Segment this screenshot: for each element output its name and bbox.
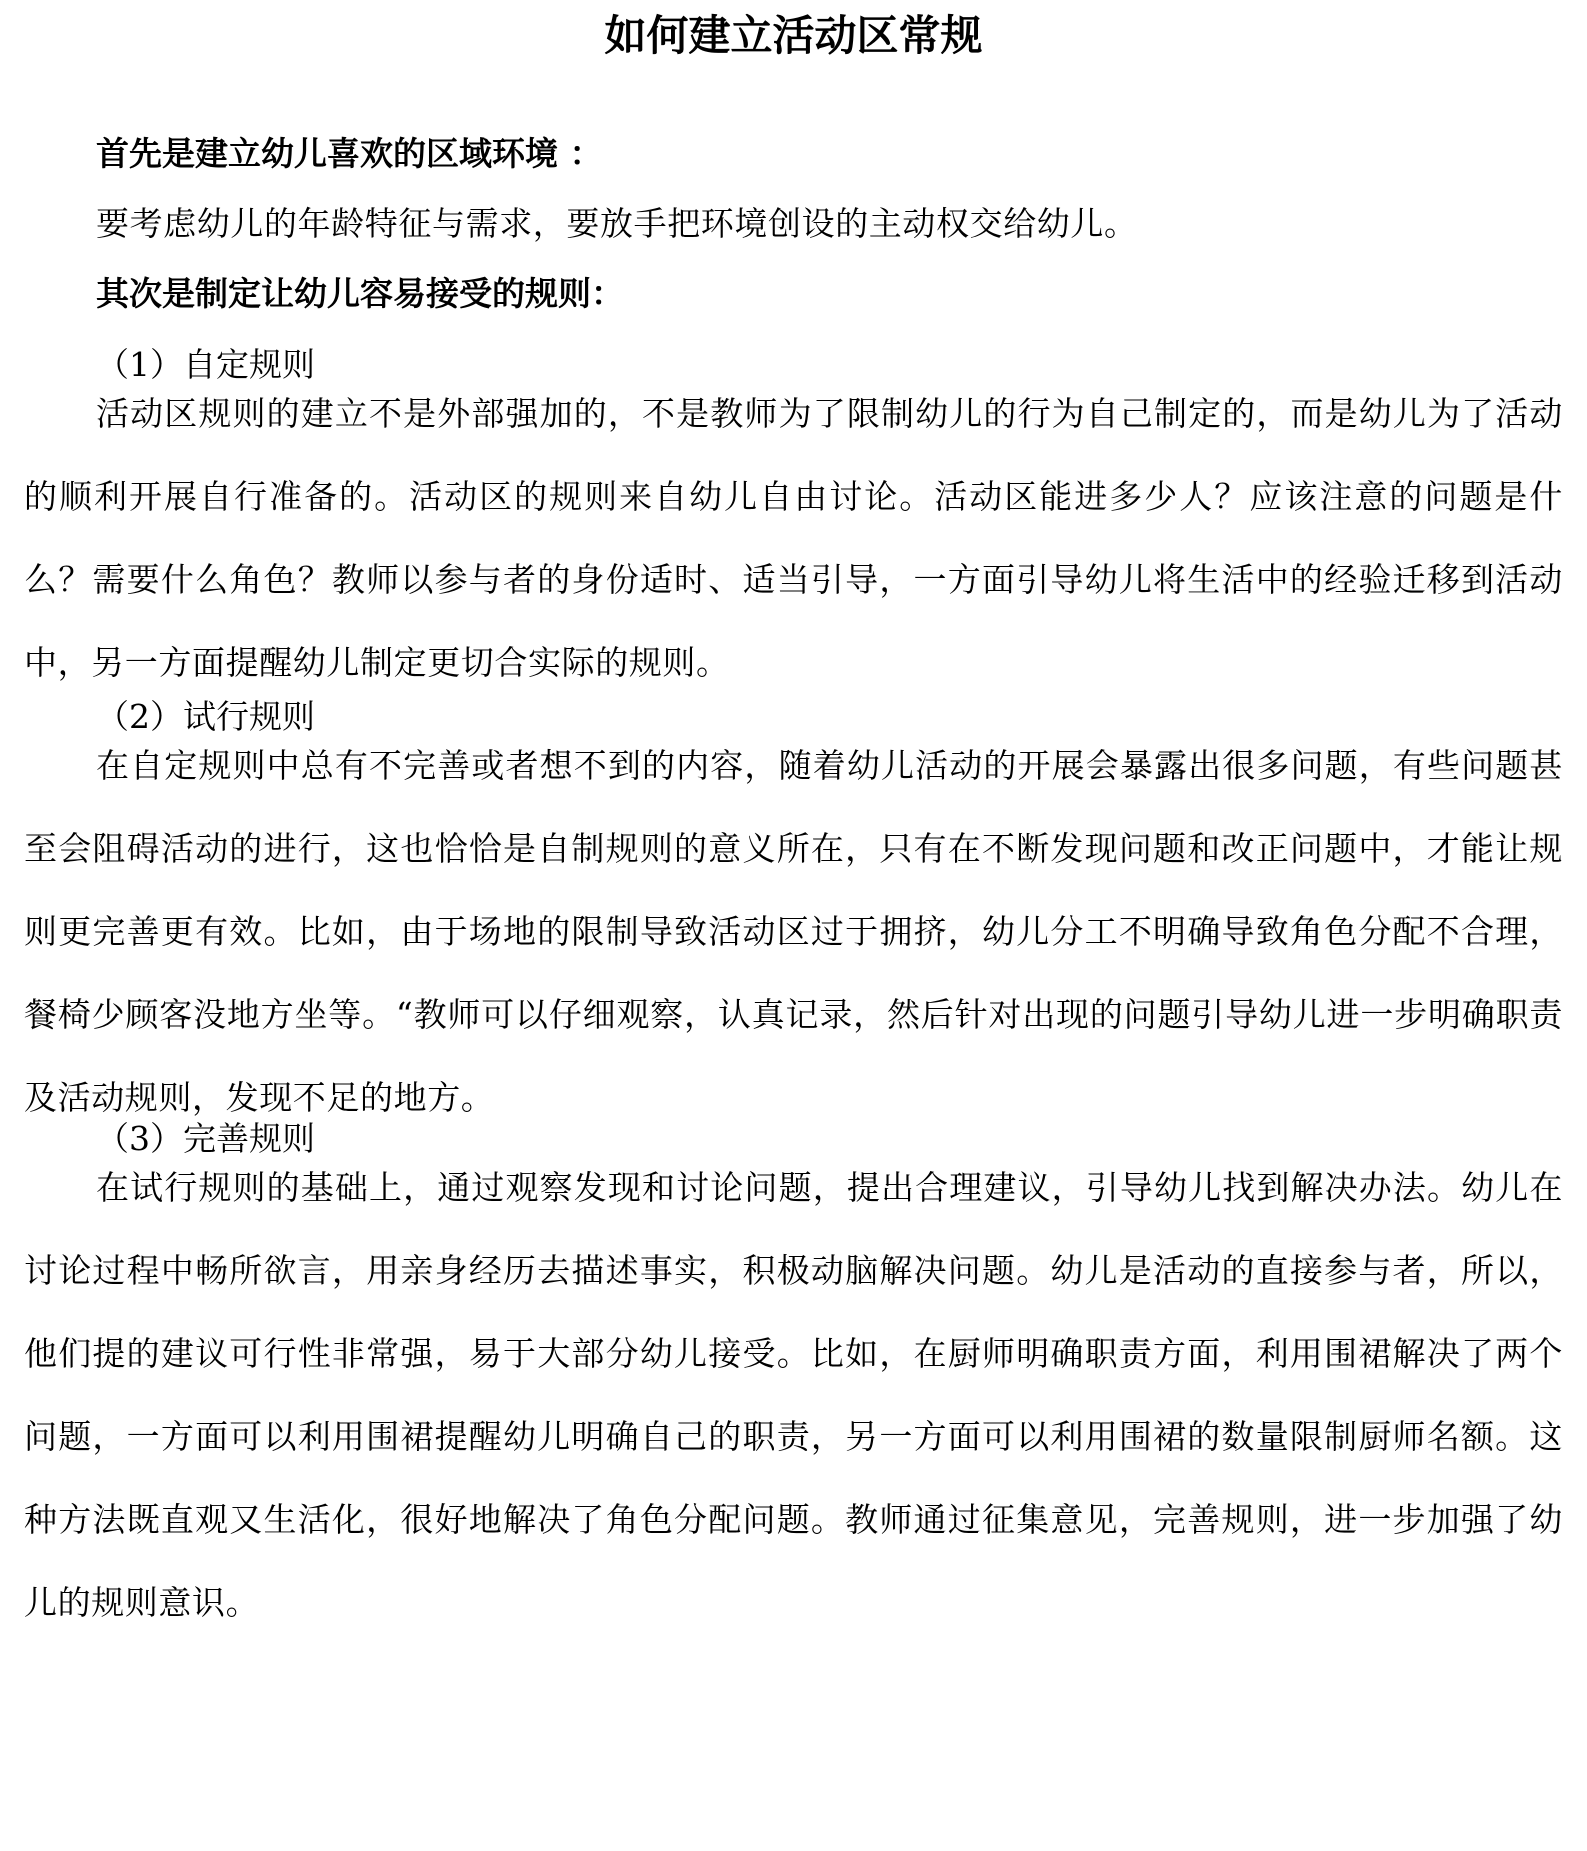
section-heading-environment: 首先是建立幼儿喜欢的区域环境 ： bbox=[96, 134, 603, 173]
section-heading-rules: 其次是制定让幼儿容易接受的规则： bbox=[96, 274, 624, 313]
subheading-improve-rules: （3）完善规则 bbox=[96, 1119, 315, 1158]
document-title: 如何建立活动区常规 bbox=[604, 11, 983, 60]
document-page bbox=[24, 0, 1563, 1851]
paragraph-trial-rules: 在自定规则中总有不完善或者想不到的内容，随着幼儿活动的开展会暴露出很多问题，有些问题甚至会阻碍活动的进行，这也恰恰是自制规则的意义所在，只有在不断发现问题和改正问题中，才能让规则更完善更有效。比如，由于场地的限制导致活动区过于拥挤，幼儿分工不明确导致角色分配不合理，餐椅少顾客没地方坐等。“教师可以仔细观察，认真记录，然后针对出现的问题引导幼儿进一步明确职责及活动规则，发现不足的地方。 bbox=[24, 746, 1563, 1117]
subheading-trial-rules: （2）试行规则 bbox=[96, 697, 315, 736]
paragraph-improve-rules: 在试行规则的基础上，通过观察发现和讨论问题，提出合理建议，引导幼儿找到解决办法。幼儿在讨论过程中畅所欲言，用亲身经历去描述事实，积极动脑解决问题。幼儿是活动的直接参与者，所以，他们提的建议可行性非常强，易于大部分幼儿接受。比如，在厨师明确职责方面，利用围裙解决了两个问题，一方面可以利用围裙提醒幼儿明确自己的职责，另一方面可以利用围裙的数量限制厨师名额。这种方法既直观又生活化，很好地解决了角色分配问题。教师通过征集意见，完善规则，进一步加强了幼儿的规则意识。 bbox=[24, 1168, 1563, 1622]
subheading-self-made-rules: （1）自定规则 bbox=[96, 345, 315, 384]
paragraph-environment: 要考虑幼儿的年龄特征与需求，要放手把环境创设的主动权交给幼儿。 bbox=[96, 204, 1138, 243]
paragraph-self-made-rules: 活动区规则的建立不是外部强加的，不是教师为了限制幼儿的行为自己制定的，而是幼儿为了活动的顺利开展自行准备的。活动区的规则来自幼儿自由讨论。活动区能进多少人？应该注意的问题是什么？需要什么角色？教师以参与者的身份适时、适当引导，一方面引导幼儿将生活中的经验迁移到活动中，另一方面提醒幼儿制定更切合实际的规则。 bbox=[24, 394, 1563, 682]
